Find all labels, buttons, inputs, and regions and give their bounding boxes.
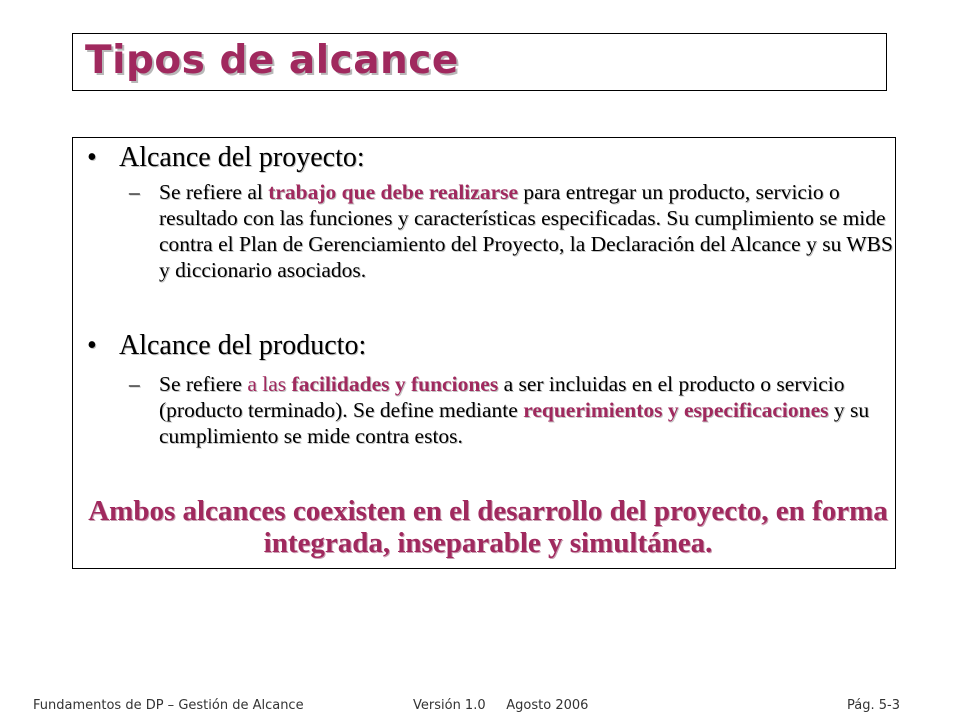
highlight-run: facilidades y funciones <box>291 372 499 396</box>
text-run: Se refiere <box>159 372 248 396</box>
bullet-label: Alcance del producto: <box>119 330 367 361</box>
bullet-dot: • <box>87 142 97 173</box>
highlight-run: trabajo que debe realizarse <box>268 180 519 204</box>
title-box <box>72 33 887 91</box>
highlight-run: requerimientos y especificaciones <box>523 398 829 422</box>
dash: – <box>129 372 140 396</box>
content-box <box>72 137 896 569</box>
closing-statement: Ambos alcances coexisten en el desarrollo del proyecto, en forma integrada, inseparable y simultánea. <box>88 495 888 559</box>
highlight-run: a las <box>247 372 292 396</box>
bullet-dot: • <box>87 330 97 361</box>
text-run: para entregar un producto, servicio o resultado con las funciones y características especificadas. Su cumplimiento se mide contra el Plan de Gerenciamiento del Proyecto, la Declaración del Alcance y su WBS y diccionario asociados. <box>159 180 893 282</box>
text-run: y su cumplimiento se mide contra estos. <box>159 398 870 448</box>
subpoint-text <box>159 371 894 449</box>
slide-title: Tipos de alcance <box>85 38 459 83</box>
bullet-label: Alcance del proyecto: <box>119 142 365 173</box>
text-run: a ser incluidas en el producto o servicio (producto terminado). Se define mediante <box>159 372 845 422</box>
footer-course: Fundamentos de DP – Gestión de Alcance <box>33 698 304 713</box>
text-run: Se refiere al <box>159 180 269 204</box>
footer-page-number: Pág. 5-3 <box>847 698 900 713</box>
footer-version: Versión 1.0 Agosto 2006 <box>413 698 589 713</box>
subpoint-text <box>159 179 894 283</box>
dash: – <box>129 180 140 204</box>
